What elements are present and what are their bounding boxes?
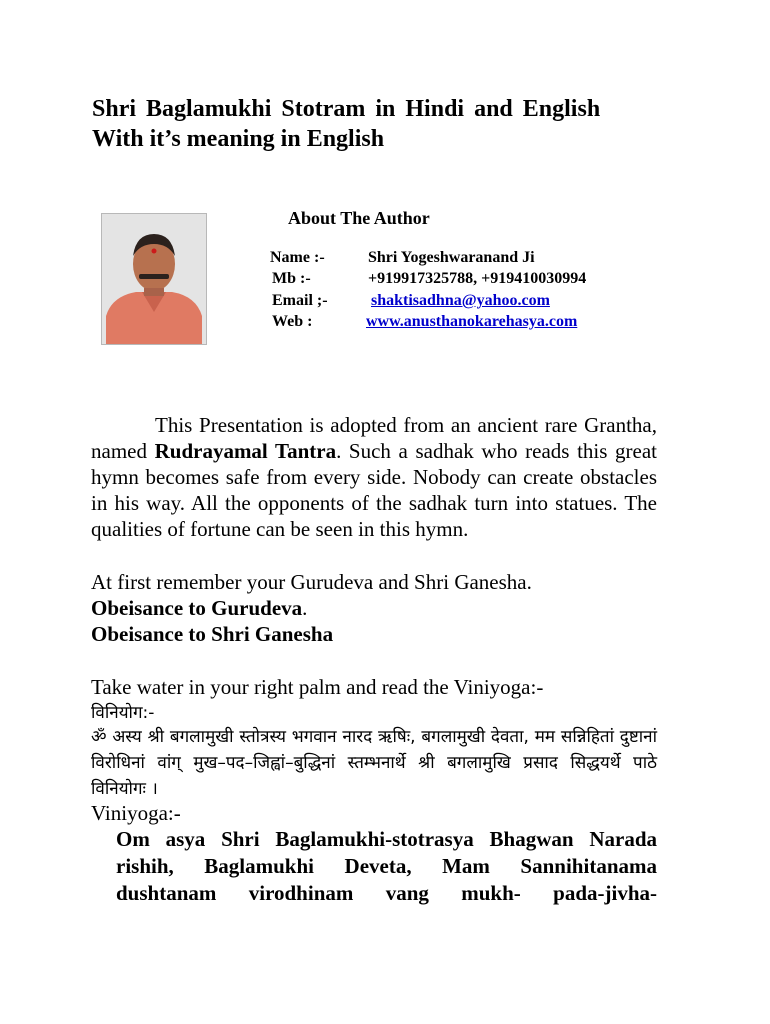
- website-link[interactable]: www.anusthanokarehasya.com: [366, 313, 578, 330]
- web-value[interactable]: [366, 313, 577, 331]
- obeisance-gurudeva-period: .: [302, 596, 308, 620]
- title-line-1: Shri Baglamukhi Stotram in Hindi and English: [92, 96, 601, 122]
- name-label: Name :-: [270, 249, 325, 266]
- intro-text-end: . Such a sadhak who reads this great hymn becomes safe from every side. Nobody can create obstacles in his way. All the opponents of the sadhak turn into statues. The qualities of fortune can be seen in this hymn.: [91, 439, 657, 541]
- title-line-2: With it’s meaning in English: [92, 126, 385, 152]
- hindi-viniyoga-text: ॐ अस्य श्री बगलामुखी स्तोत्रस्य भगवान नारद ऋषिः, बगलामुखी देवता, मम सन्निहितां दुष्टानां विरोधिनां वांग् मुख–पद–जिह्वां–बुद्धिनां स्तम्भनार्थे श्री बगलामुखि प्रसाद सिद्धयर्थे पाठे विनियोगः ।: [91, 727, 657, 799]
- roman-line-2: rishih, Baglamukhi Deveta, Mam Sannihitanama: [116, 854, 657, 878]
- obeisance-gurudeva-text: Obeisance to Gurudeva: [91, 596, 303, 620]
- roman-line-3: dushtanam virodhinam vang mukh- pada-jivha-: [116, 881, 657, 905]
- email-value[interactable]: [371, 292, 550, 310]
- web-label: Web :: [272, 313, 313, 330]
- mobile-value: +919917325788, +919410030994: [368, 270, 587, 287]
- name-value: Shri Yogeshwaranand Ji: [368, 249, 535, 266]
- document-title: [92, 94, 662, 154]
- intro-text-start: This Presentation is adopted from an ancient rare Grantha, named: [91, 413, 657, 463]
- author-photo: [101, 213, 207, 345]
- intro-paragraph: [91, 412, 657, 542]
- hindi-viniyoga-heading: विनियोग:-: [91, 703, 155, 723]
- author-portrait-image: [102, 214, 206, 344]
- obeisance-gurudeva: [91, 595, 307, 621]
- viniyoga-label: Viniyoga:-: [91, 801, 181, 825]
- obeisance-ganesha: Obeisance to Shri Ganesha: [91, 622, 334, 646]
- mobile-label: Mb :-: [272, 270, 311, 287]
- take-water-line: Take water in your right palm and read the Viniyoga:-: [91, 675, 544, 699]
- intro-text-bold: Rudrayamal Tantra: [154, 439, 337, 463]
- about-author-heading: About The Author: [288, 208, 430, 228]
- email-label: Email ;-: [272, 292, 328, 309]
- roman-line-1: Om asya Shri Baglamukhi-stotrasya Bhagwan Narada: [116, 827, 657, 851]
- email-link[interactable]: shaktisadhna@yahoo.com: [371, 292, 550, 309]
- remember-line: At first remember your Gurudeva and Shri Ganesha.: [91, 570, 532, 594]
